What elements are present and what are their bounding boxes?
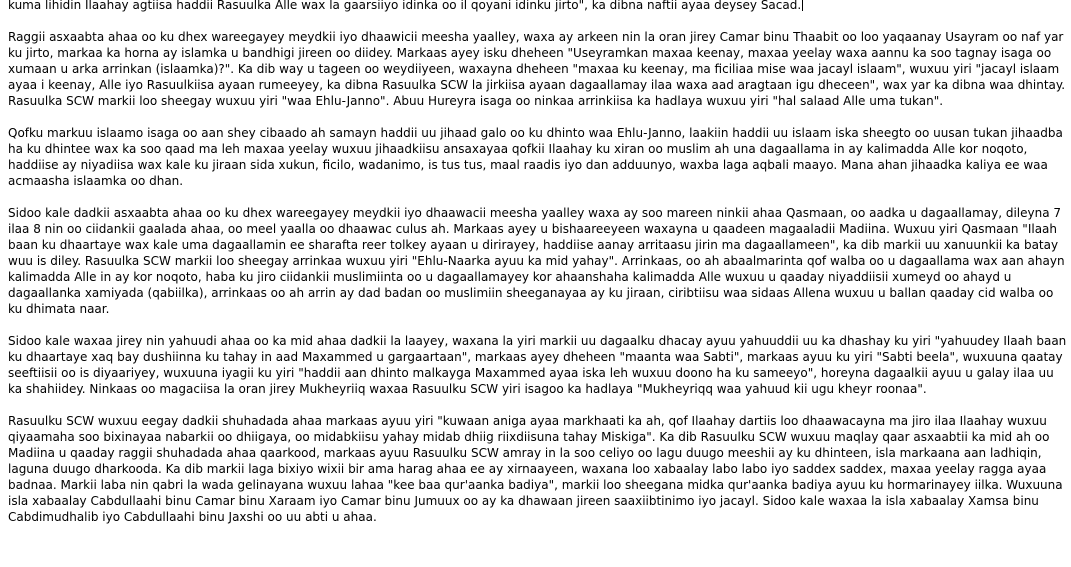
paragraph-usayram: Raggii asxaabta ahaa oo ku dhex wareegayey meydkii iyo dhaawicii meesha yaalley, waxa ay arkeen nin la oran jirey Camar binu Thaabit oo loo yaqaanay Usayram oo naf yar ku jirto, markaa ka horna ay islamka u bandhigi jireen oo diidey. Markaas ayey isku dheheen "Useyramkan maxaa keenay, maxaa yeelay waxa aannu ka soo tagnay isaga oo xumaan u arka arrinkan (islaamka)?". Ka dib way u tageen oo weydiiyeen, waxayna dheheen "maxaa ku keenay, ma ficiliaa mise waa jacayl islaam", wuxuu yiri "jacayl islaam ayaa i keenay, Alle iyo Rasuulkiisa ayaan rumeeyey, ka dibna Rasuulka SCW la jirkiisa ayaan dagaallamay ilaa waxa aad aragtaan igu dheceen", wax yar ka dibna waa dhintay. Rasuulka SCW markii loo sheegay wuxuu yiri "waa Ehlu-Janno". Abuu Hureyra isaga oo ninkaa arrinkiisa ka hadlaya wuxuu yiri "hal salaad Alle uma tukan".: [8, 30, 1066, 108]
text-cursor: [802, 0, 803, 11]
paragraph-qasmaan: Sidoo kale dadkii asxaabta ahaa oo ku dhex wareegayey meydkii iyo dhaawacii meesha yaalley waxa ay soo mareen ninkii ahaa Qasmaan, oo aadka u dagaallamay, dileyna 7 ilaa 8 nin oo ciidankii gaalada ahaa, oo meel yaalla oo dhaawac culus ah. Markaas ayey u bishaareeyeen waxayna u qaadeen magaaladii Madiina. Wuxuu yiri Qasmaan "Ilaah baan ku dhaartaye wax kale uma dagaallamin ee sharafta reer tolkey ayaan u dirirayey, haddiise aanay arritaasu jirin ma dagaallameen", ka dib markii uu xanuunkii ka batay wuu is diley. Rasuulka SCW markii loo sheegay arrinkaa wuxuu yiri "Ehlu-Naarka ayuu ka mid yahay". Arrinkaas, oo ah abaalmarinta qof walba oo u dagaallama wax aan ahayn kalimadda Alle in ay kor noqoto, haba ku jiro ciidankii muslimiinta oo u dagaallamayey kor ahaanshaha kalimadda Alle wuxuu u qaaday niyaddiisii xumeyd oo ahayd u dagaallanka xamiyada (qabiilka), arrinkaas oo ah arrin ay dad badan oo muslimiin sheeganayaa ay ku jiraan, ciribtiisu waa sidaas Allena wuxuu u ballan qaaday cid walba oo ku dhimata naar.: [8, 206, 1065, 316]
paragraph-sacad-death: [8, 0, 1068, 13]
document-body: [8, 0, 1068, 541]
paragraph-jihad-intention: Qofku markuu islaamo isaga oo aan shey cibaado ah samayn haddii uu jihaad galo oo ku dhinto waa Ehlu-Janno, laakiin haddii uu islaam iska sheegto oo uusan tukan jihaadba ha ku dhintee wax ka soo qaad ma leh maxaa yeelay wuxuu jihaadkiisu ansaxayaa qofkii Ilaahay ku xiran oo muslim ah una dagaallama in ay kalimadda Alle kor noqoto, haddiise ay niyadiisa wax kale ku jiraan sida xukun, ficilo, wadanimo, is tus tus, maal raadis iyo dan adduunyo, waxba laga aqbali maayo. Mana ahan jihaadka kaliya ee waa acmaasha islaamka oo dhan.: [8, 126, 1063, 188]
paragraph-martyrs-burial: Rasuulku SCW wuxuu eegay dadkii shuhadada ahaa markaas ayuu yiri "kuwaan aniga ayaa markhaati ka ah, qof Ilaahay dartiis loo dhaawacayna ma jiro ilaa Ilaahay wuxuu qiyaamaha soo bixinayaa nabarkii oo dhiigaya, oo midabkiisu yahay midab dhiig riixdiisuna tahay Miskiga". Ka dib Rasuulku SCW wuxuu maqlay qaar asxaabtii ka mid ah oo Madiina u qaaday raggii shuhadada ahaa qaarkood, markaas ayuu Rasuulku SCW amray in la soo celiyo oo lagu duugo meeshii ay ku dhinteen, isla markaana aan ladhiqin, laguna duugo dharkooda. Ka dib markii laga bixiyo wixii bir ama harag ahaa ee ay xirnaayeen, waxana loo xabaalay labo labo iyo saddex saddex, maxaa yeelay ragga ayaa badnaa. Markii laba nin qabri la wada gelinayana wuxuu lahaa "kee baa qur'aanka badiya", markii loo sheegana midka qur'aanka badiya ayuu ku hormarinayey iilka. Wuxuuna isla xabaalay Cabdullaahi binu Camar binu Xaraam iyo Camar binu Jumuux oo ay ka dhawaan jireen saaxiibtinimo iyo jacayl. Sidoo kale waxaa la isla xabaalay Xamsa binu Cabdimudhalib iyo Cabdullaahi binu Jaxshi oo uu abti u ahaa.: [8, 414, 1063, 524]
paragraph-text: kuma lihidin Ilaahay agtiisa haddii Rasuulka Alle wax la gaarsiiyo idinka oo il qoyani idinku jirto", ka dibna naftii ayaa deysey Sacad.: [8, 0, 802, 12]
paragraph-mukheyriiq: Sidoo kale waxaa jirey nin yahuudi ahaa oo ka mid ahaa dadkii la laayey, waxana la yiri markii uu dagaalku dhacay ayuu yahuuddii uu ka dhashay ku yiri "yahuudey Ilaah baan ku dhaartaye xaq bay dushiinna ku tahay in aad Maxammed u gargaartaan", markaas ayey dheheen "maanta waa Sabti", markaas ayuu ku yiri "Sabti beela", wuxuuna qaatay seeftiisii oo is diyaariyey, wuxuuna iyagii ku yiri "haddii aan dhinto malkayga Maxammed ayaa iska leh wuxuu doono ha ku sameeyo", horeyna dagaalkii ayuu u galay ilaa uu ka shahiidey. Ninkaas oo magaciisa la oran jirey Mukheyriiq waxaa Rasuulku SCW yiri isagoo ka hadlaya "Mukheyriqq waa yahuud kii ugu kheyr roonaa".: [8, 334, 1067, 396]
